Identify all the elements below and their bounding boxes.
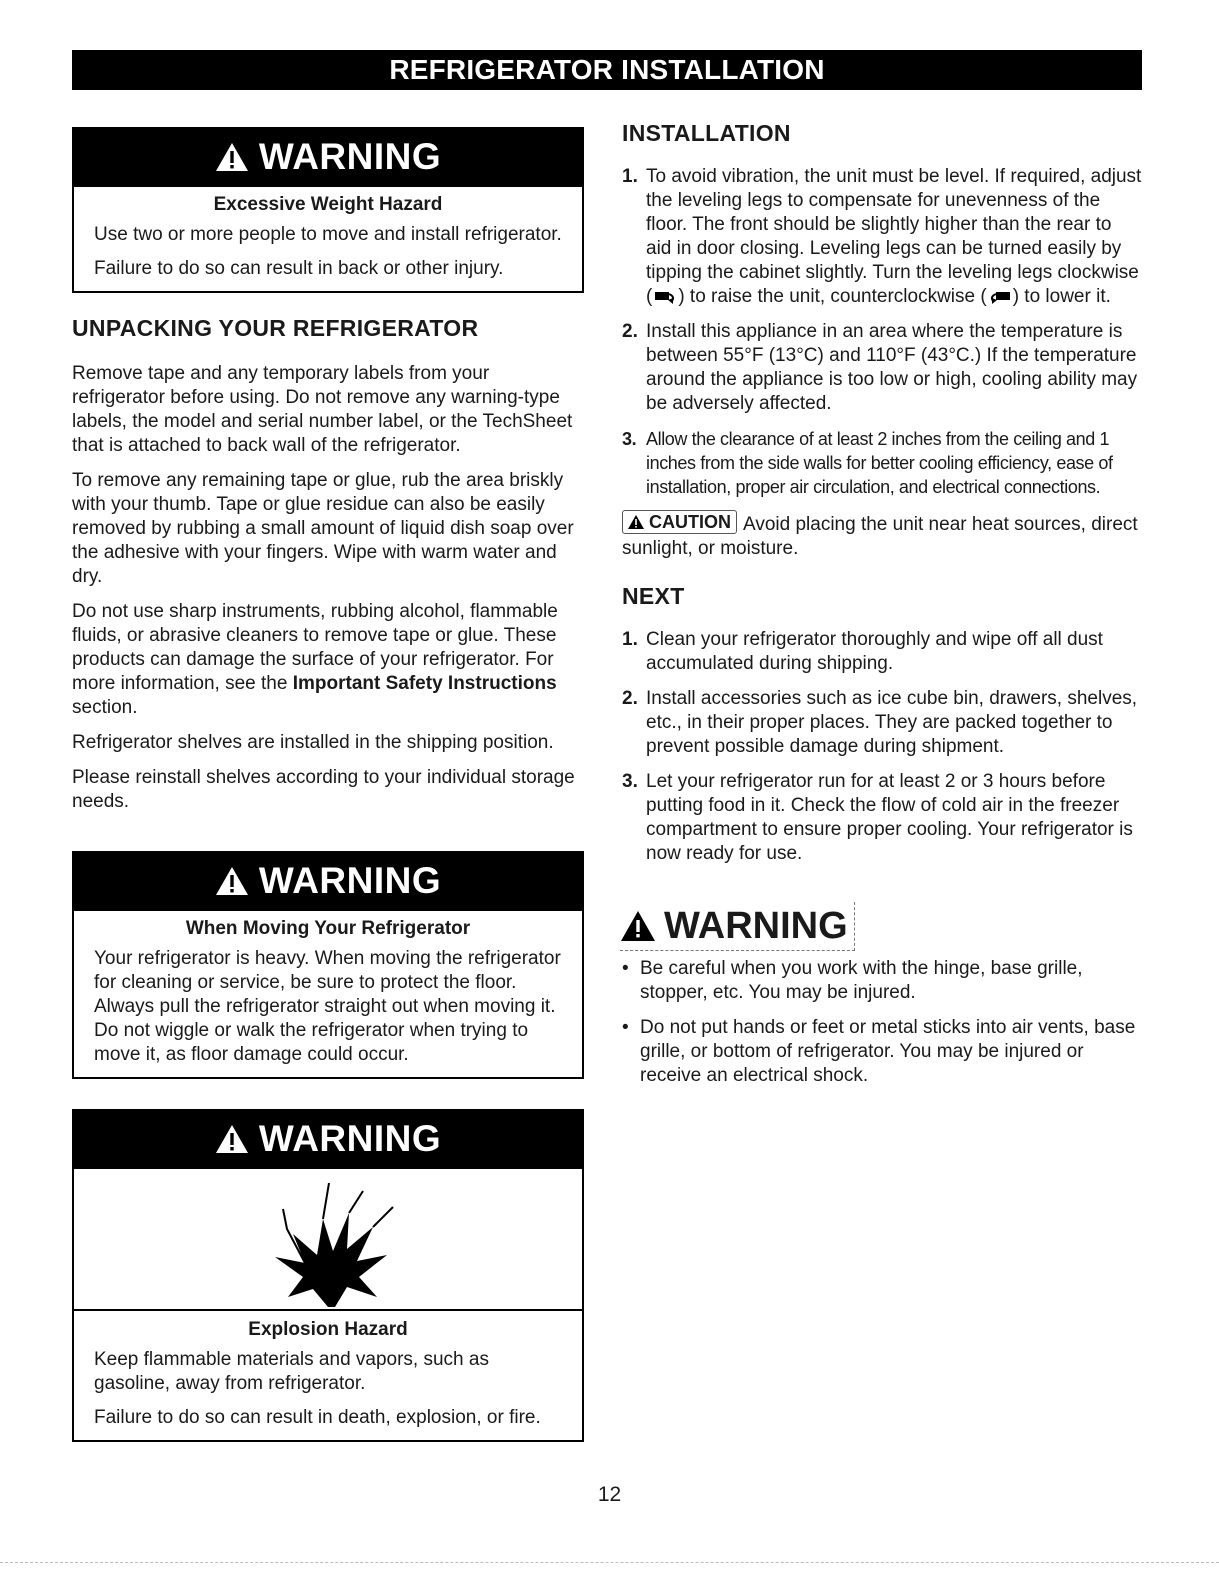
step-text: Let your refrigerator run for at least 2 or 3 hours before putting food in it. Check the flow of cold air in the freezer compartment to ensure proper cooling. Your refrigerator is now ready for use.: [646, 771, 1133, 864]
next-heading: NEXT: [622, 583, 685, 609]
step-number: 3.: [622, 429, 637, 449]
caution-note: [622, 510, 1142, 561]
unpacking-paragraph: Refrigerator shelves are installed in the shipping position.: [72, 732, 554, 753]
list-item: [622, 320, 1142, 416]
warning-text: Your refrigerator is heavy. When moving the refrigerator for cleaning or service, be sure to protect the floor. Always pull the refrigerator straight out when moving it. Do not wiggle or walk the refrigerator when trying to move it, as floor damage could occur.: [94, 948, 561, 1065]
warning-body: [74, 1344, 582, 1440]
step-number: 3.: [622, 771, 638, 792]
warning-text: Failure to do so can result in back or other injury.: [94, 258, 504, 279]
warning-subtitle: Excessive Weight Hazard: [213, 194, 443, 215]
step-text: To avoid vibration, the unit must be level. If required, adjust the leveling legs to compensate for unevenness of the floor. The front should be slightly higher than the rear to aid in door closing. Leveling legs can be turned easily by tipping the cabinet slightly. Turn the leveling legs clockwise (: [646, 166, 1142, 307]
unpacking-paragraph: To remove any remaining tape or glue, rub the area briskly with your thumb. Tape or glue residue can also be easily removed by rubbing a small amount of liquid dish soap over the adhesive with your fingers. Wipe with warm water and dry.: [72, 470, 574, 587]
warning-box-explosion: [72, 1109, 584, 1442]
step-text: ) to raise the unit, counterclockwise (: [678, 286, 987, 307]
warning-body: [74, 219, 582, 291]
step-text: Clean your refrigerator thoroughly and wipe off all dust accumulated during shipping.: [646, 629, 1103, 674]
unpacking-paragraph: Remove tape and any temporary labels from your refrigerator before using. Do not remove any warning-type labels, the model and serial number label, or the TechSheet that is attached to back wall of the refrigerator.: [72, 363, 573, 456]
page-number: 12: [597, 1483, 622, 1506]
unpacking-paragraph: [72, 600, 584, 720]
list-item: • Do not put hands or feet or metal sticks into air vents, base grille, or bottom of refrigerator. You may be injured or receive an electrical shock.: [622, 1016, 1142, 1088]
warning-box-weight: [72, 127, 584, 293]
unpacking-heading: UNPACKING YOUR REFRIGERATOR: [72, 315, 479, 341]
warning-triangle-icon: [215, 1124, 249, 1154]
warning-body: [74, 943, 582, 1077]
list-item: • Be careful when you work with the hinge, base grille, stopper, etc. You may be injured.: [622, 957, 1142, 1005]
list-item: [622, 628, 1142, 676]
inline-warning: [622, 902, 1142, 1088]
warning-text: Use two or more people to move and install refrigerator.: [94, 224, 562, 245]
inline-warning-header: [620, 902, 855, 951]
warning-subtitle: When Moving Your Refrigerator: [185, 918, 471, 939]
counterclockwise-arrow-icon: [987, 289, 1013, 305]
warning-text: Failure to do so can result in death, explosion, or fire.: [94, 1407, 541, 1428]
list-item: [622, 427, 1142, 499]
safety-instructions-reference: Important Safety Instructions: [292, 673, 557, 694]
step-text: Install accessories such as ice cube bin, drawers, shelves, etc., in their proper places. They are packed together to prevent possible damage during shipment.: [646, 688, 1138, 757]
step-number: 2.: [622, 688, 638, 709]
clockwise-arrow-icon: [652, 289, 678, 305]
text-run: Do not use sharp instruments, rubbing alcohol, flammable fluids, or abrasive cleaners to remove tape or glue. These products can damage the surface of your refrigerator. For more information, see the: [72, 601, 558, 694]
installation-steps: [622, 165, 1142, 499]
list-item: [622, 165, 1142, 309]
warning-triangle-icon: [215, 866, 249, 896]
warning-box-moving: [72, 851, 584, 1079]
step-text: Install this appliance in an area where the temperature is between 55°F (13°C) and 110°F (43°C.) If the temperature around the appliance is too low or high, cooling ability may be adversely affected.: [646, 321, 1138, 414]
warning-title: WARNING: [258, 1118, 442, 1159]
bottom-rule: [0, 1562, 1219, 1563]
step-number: 2.: [622, 321, 638, 342]
step-number: 1.: [622, 166, 638, 187]
warning-header: [74, 127, 582, 187]
step-text: ) to lower it.: [1012, 286, 1111, 307]
text-run: section.: [72, 697, 138, 718]
next-steps: [622, 628, 1142, 866]
warning-subtitle: Explosion Hazard: [248, 1319, 408, 1340]
page-banner: REFRIGERATOR INSTALLATION: [72, 50, 1142, 90]
warning-triangle-icon: [628, 515, 644, 529]
explosion-graphic-area: [74, 1169, 582, 1311]
caution-text: Avoid placing the unit near heat sources, direct sunlight, or moisture.: [622, 514, 1138, 559]
step-number: 1.: [622, 629, 638, 650]
warning-header: [74, 851, 582, 911]
caution-label: CAUTION: [649, 512, 731, 532]
warning-triangle-icon: [620, 910, 656, 942]
warning-title: WARNING: [258, 136, 442, 177]
warning-title: WARNING: [664, 904, 848, 947]
warning-bullets: [622, 957, 1142, 1088]
left-column: [72, 127, 584, 1442]
explosion-icon: [253, 1179, 403, 1309]
warning-header: [74, 1109, 582, 1169]
warning-title: WARNING: [258, 860, 442, 901]
installation-heading: INSTALLATION: [622, 120, 791, 146]
warning-triangle-icon: [215, 142, 249, 172]
unpacking-paragraph: Please reinstall shelves according to your individual storage needs.: [72, 767, 575, 812]
warning-text: Keep flammable materials and vapors, such as gasoline, away from refrigerator.: [94, 1349, 489, 1394]
step-text: Allow the clearance of at least 2 inches from the ceiling and 1 inches from the side walls for better cooling efficiency, ease of installation, proper air circulation, and electrical connections.: [646, 429, 1113, 497]
list-item: [622, 687, 1142, 759]
caution-badge: [622, 510, 737, 534]
right-column: [622, 120, 1142, 1099]
list-item: [622, 770, 1142, 866]
